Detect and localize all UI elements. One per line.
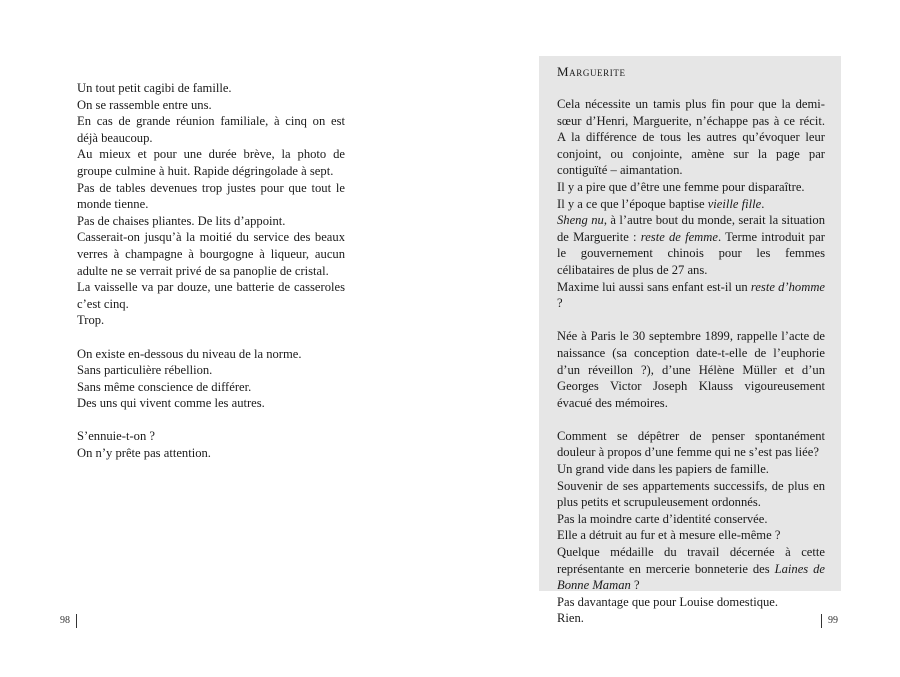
text-line: Souvenir de ses appartements successifs, de plus en plus petits et scrupuleusement ordonnés.: [557, 478, 825, 510]
text-line: Un grand vide dans les papiers de famille.: [557, 462, 769, 477]
text-line: Née à Paris le 30 septembre 1899, rappelle l’acte de naissance (sa conception date-t-elle de l’euphorie d’un réveillon ?), d’une Hélène Müller et d’un Georges Victor Joseph Klauss vigoureusement évacué des mémoires.: [557, 329, 825, 410]
text-line: Sans même conscience de différer.: [77, 379, 252, 394]
text-line: Pas la moindre carte d’identité conservée.: [557, 511, 768, 526]
italic-term: vieille fille: [707, 196, 762, 211]
text-line: Pas davantage que pour Louise domestique.: [557, 594, 779, 609]
text-line: Cela nécessite un tamis plus fin pour que la demi-sœur d’Henri, Marguerite, n’échappe pas à ce récit. A la différence de tous les autres qu’évoquer leur conjoint, ou conjointe, amène sur la page par contiguïté – aimantation.: [557, 97, 825, 178]
text-line: S’ennuie-t-on ?: [77, 429, 155, 444]
text-line: Quelque médaille du travail décernée à cette représentante en mercerie bonneterie des Laines de Bonne Maman ?: [557, 545, 826, 593]
text-line: Il y a ce que l’époque baptise vieille fille.: [557, 196, 765, 211]
text-line: Un tout petit cagibi de famille.: [77, 81, 232, 95]
italic-term: Laines de Bonne Maman: [557, 561, 826, 593]
text-line: Casserait-on jusqu’à la moitié du service des beaux verres à champagne à bourgogne à liqueur, aucun adulte ne se verrait privé de sa panoplie de cristal.: [77, 230, 345, 278]
text-line: Sheng nu, à l’autre bout du monde, serait la situation de Marguerite : reste de femme. Terme introduit par le gouvernement chinois pour les femmes célibataires de plus de 27 ans.: [557, 213, 825, 277]
text-line: Au mieux et pour une durée brève, la photo de groupe culmine à huit. Rapide dégringolade à sept.: [77, 147, 345, 178]
text-line: Pas de tables devenues trop justes pour que tout le monde tienne.: [77, 180, 345, 212]
text-line: Elle a détruit au fur et à mesure elle-même ?: [557, 528, 781, 543]
paragraph: [557, 428, 825, 627]
paragraph: [557, 328, 825, 411]
page-number: 99: [821, 614, 838, 628]
paragraph: [77, 346, 345, 412]
text-line: Trop.: [77, 313, 105, 328]
text-line: La vaisselle va par douze, une batterie de casseroles c’est cinq.: [77, 280, 345, 311]
italic-term: reste d’homme: [750, 279, 825, 294]
text-line: On existe en-dessous du niveau de la norme.: [77, 346, 302, 361]
text-line: Des uns qui vivent comme les autres.: [77, 396, 265, 411]
text-line: Pas de chaises pliantes. De lits d’appoint.: [77, 213, 286, 228]
marguerite-sidebar-box: [539, 56, 841, 626]
text-line: En cas de grande réunion familiale, à cinq on est déjà beaucoup.: [77, 114, 345, 145]
italic-term: reste de femme: [640, 229, 718, 244]
paragraph: [557, 96, 825, 312]
box-title: Marguerite: [557, 64, 626, 79]
text-line: On n’y prête pas attention.: [77, 446, 211, 461]
text-line: On se rassemble entre uns.: [77, 97, 212, 112]
left-page-text: [77, 80, 345, 478]
text-line: Maxime lui aussi sans enfant est-il un reste d’homme ?: [557, 279, 825, 311]
text-line: Rien.: [557, 611, 584, 626]
text-line: Sans particulière rébellion.: [77, 363, 213, 378]
text-line: Comment se dépêtrer de penser spontanément douleur à propos d’une femme qui ne s’est pas liée?: [557, 428, 825, 460]
paragraph: [77, 428, 345, 461]
page-number: 98: [60, 614, 77, 628]
italic-term: Sheng nu: [557, 213, 604, 228]
text-line: Il y a pire que d’être une femme pour disparaître.: [557, 179, 805, 194]
paragraph: [77, 80, 345, 329]
right-page-text: [557, 96, 825, 644]
